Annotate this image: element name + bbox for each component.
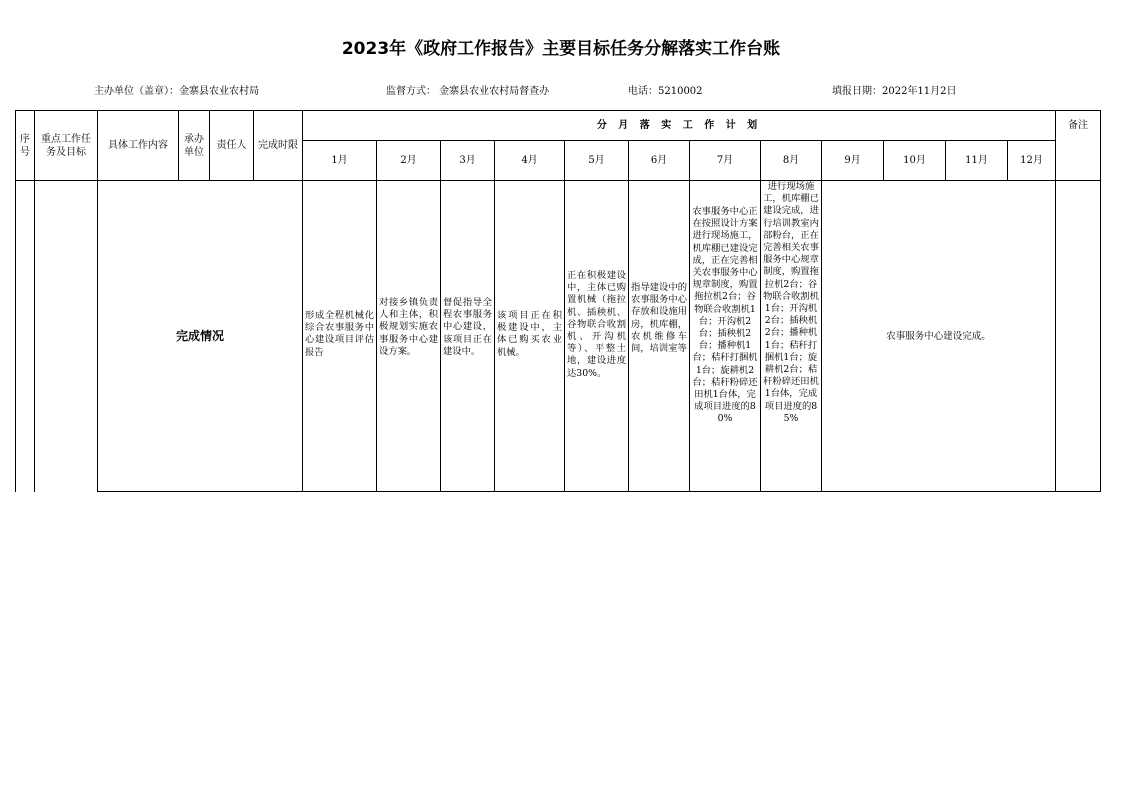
- grid-line: [97, 491, 1101, 492]
- month-4-progress: 该项目正在积极建设中，主体已购买农业机械。: [497, 310, 562, 358]
- month-header: 12月: [1020, 155, 1043, 166]
- grid-line: [1055, 110, 1056, 492]
- month-6-progress: 指导建设中的农事服务中心存放和设施用房，机库棚，农机维修车间，培训室等: [631, 282, 687, 355]
- header-monthly-plan: 分 月 落 实 工 作 计 划: [596, 120, 762, 131]
- task-table: [15, 110, 1101, 492]
- month-1-progress: 形成全程机械化综合农事服务中心建设项目评估报告: [305, 310, 374, 358]
- month-header: 10月: [903, 155, 926, 166]
- month-8-progress: 进行现场施工，机库棚已建设完成，进行培训教室内部粉台，正在完善相关农事服务中心规章制度，购置拖拉机2台；谷物联合收割机1台；开沟机2台；插秧机2台；播种机1台；秸秆打捆机1台；旋耕机2台；秸秆粉碎还田机1台体，完成项目进度的85%: [763, 181, 819, 424]
- month-header: 3月: [459, 155, 476, 166]
- month-5-progress: 正在积极建设中，主体已购置机械（拖拉机、插秧机、谷物联合收割机、开沟机等）、平整土地，建设进度达30%。: [567, 270, 626, 379]
- supervision-method: 监督方式： 金寨县农业农村局督查办: [386, 86, 550, 97]
- header-unit: 承办单位: [184, 133, 204, 158]
- months-9-12-progress: 农事服务中心建设完成。: [886, 330, 991, 342]
- month-header: 5月: [588, 155, 605, 166]
- header-seq: 序号: [20, 133, 30, 158]
- sponsor-unit: 主办单位（盖章）：金寨县农业农村局: [94, 86, 259, 97]
- month-2-progress: 对接乡镇负责人和主体，积极规划实施农事服务中心建设方案。: [379, 297, 438, 357]
- month-3-progress: 督促指导全程农事服务中心建设，该项目正在建设中。: [443, 297, 492, 357]
- month-7-progress: 农事服务中心正在按照设计方案进行现场施工，机库棚已建设完成，正在完善相关农事服务中心规章制度，购置拖拉机2台；谷物联合收割机1台；开沟机2台；插秧机2台；播种机1台；秸秆打捆机1台；旋耕机2台；秸秆粉碎还田机1台体，完成项目进度的80%: [692, 206, 758, 425]
- header-key-task: 重点工作任务及目标: [41, 133, 91, 158]
- month-header: 11月: [965, 155, 988, 166]
- phone-number: 电话：5210002: [628, 86, 703, 97]
- month-header: 2月: [400, 155, 417, 166]
- header-remarks: 备注: [1068, 120, 1088, 131]
- month-header: 7月: [716, 155, 734, 166]
- month-header: 4月: [521, 155, 538, 166]
- header-deadline: 完成时限: [258, 140, 298, 151]
- grid-line: [1100, 110, 1101, 492]
- fill-date: 填报日期：2022年11月2日: [832, 86, 957, 97]
- month-header: 9月: [844, 155, 861, 166]
- month-header: 8月: [782, 155, 800, 166]
- header-person: 责任人: [216, 140, 247, 151]
- page-title: 2023年《政府工作报告》主要目标任务分解落实工作台账: [341, 39, 781, 59]
- month-header: 6月: [650, 155, 668, 166]
- month-header: 1月: [331, 155, 348, 166]
- header-content: 具体工作内容: [108, 140, 168, 151]
- completion-status-label: 完成情况: [175, 328, 224, 343]
